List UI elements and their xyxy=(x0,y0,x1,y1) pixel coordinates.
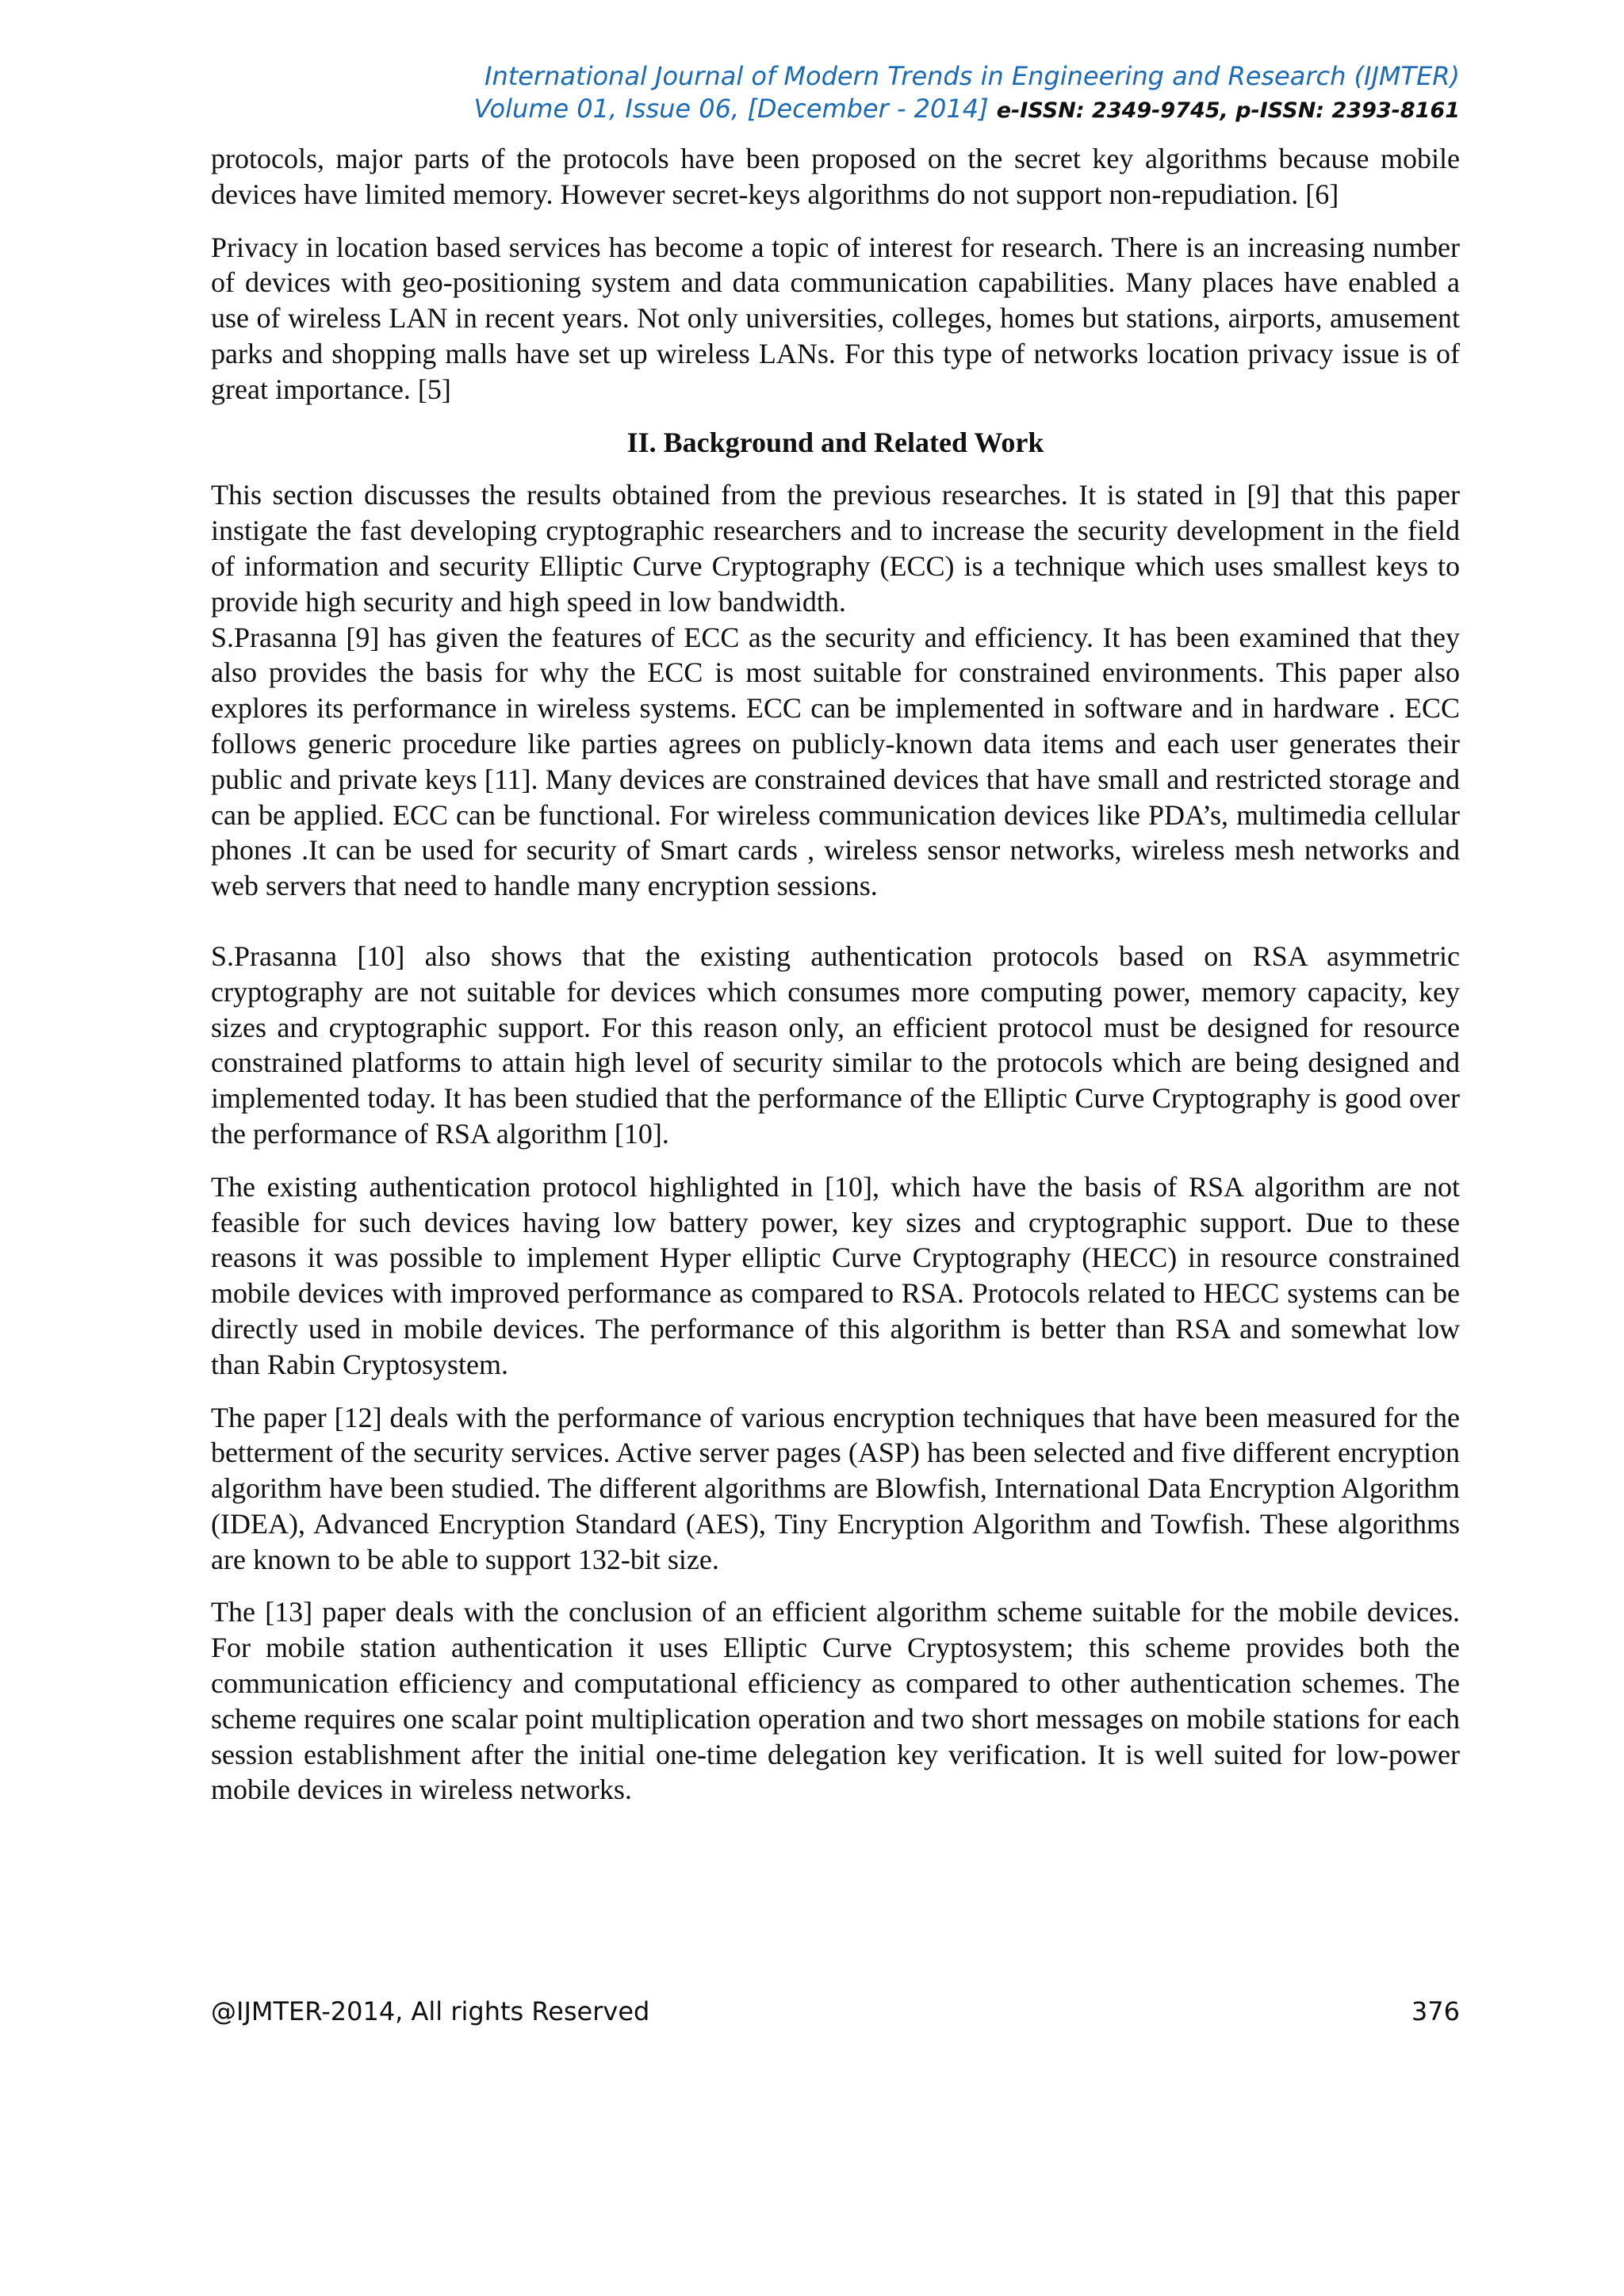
paragraph-encryption-techniques: The paper [12] deals with the performance of various encryption techniques that have been measured for the betterment of the security services. Active server pages (ASP) has been selected and five different encryption algorithm have been studied. The different algorithms are Blowfish, International Data Encryption Algorithm (IDEA), Advanced Encryption Standard (AES), Tiny Encryption Algorithm and Towfish. These algorithms are known to be able to support 132-bit size. xyxy=(211,1401,1460,1575)
paragraph-continuation: protocols, major parts of the protocols have been proposed on the secret key algorithms because mobile devices have limited memory. However secret-keys algorithms do not support non-repudiation. [6] xyxy=(211,143,1460,210)
journal-title: International Journal of Modern Trends in Engineering and Research (IJMTER) xyxy=(485,61,1460,91)
paragraph-location-privacy: Privacy in location based services has become a topic of interest for research. There is an increasing number of devices with geo-positioning system and data communication capabilities. Many places have enabled a use of wireless LAN in recent years. Not only universities, colleges, homes but stations, airports, amusement parks and shopping malls have set up wireless LANs. For this type of networks location privacy issue is of great importance. [5] xyxy=(211,231,1460,405)
issn-info: e-ISSN: 2349-9745, p-ISSN: 2393-8161 xyxy=(996,98,1460,123)
paragraph-prasanna-10: S.Prasanna [10] also shows that the existing authentication protocols based on RSA asymmetric cryptography are not suitable for devices which consumes more computing power, memory capacity, key sizes and cryptographic support. For this reason only, an efficient protocol must be designed for resource constrained platforms to attain high level of security similar to the protocols which are being designed and implemented today. It has been studied that the performance of the Elliptic Curve Cryptography is good over the performance of RSA algorithm [10]. xyxy=(211,939,1460,1150)
copyright-notice: @IJMTER-2014, All rights Reserved xyxy=(211,1996,650,2026)
running-header xyxy=(474,60,1461,124)
page-footer xyxy=(211,1996,1460,2026)
paragraph-section-intro: This section discusses the results obtained from the previous researches. It is stated in [9] that this paper instigate the fast developing cryptographic researchers and to increase the security development in the field of information and security Elliptic Curve Cryptography (ECC) is a technique which uses smallest keys to provide high security and high speed in low bandwidth. xyxy=(211,479,1460,618)
page-body xyxy=(211,141,1460,1808)
section-heading: II. Background and Related Work xyxy=(626,426,1044,458)
page-number: 376 xyxy=(1411,1996,1460,2026)
paragraph-mobile-authentication: The [13] paper deals with the conclusion of an efficient algorithm scheme suitable for the mobile devices. For mobile station authentication it uses Elliptic Curve Cryptosystem; this scheme provides both the communication efficiency and computational efficiency as compared to other authentication schemes. The scheme requires one scalar point multiplication operation and two short messages on mobile stations for each session establishment after the initial one-time delegation key verification. It is well suited for low-power mobile devices in wireless networks. xyxy=(211,1596,1460,1806)
paragraph-prasanna-9: S.Prasanna [9] has given the features of ECC as the security and efficiency. It has been examined that they also provides the basis for why the ECC is most suitable for constrained environments. This paper also explores its performance in wireless systems. ECC can be implemented in software and in hardware . ECC follows generic procedure like parties agrees on publicly-known data items and each user generates their public and private keys [11]. Many devices are constrained devices that have small and restricted storage and can be applied. ECC can be functional. For wireless communication devices like PDA’s, multimedia cellular phones .It can be used for security of Smart cards , wireless sensor networks, wireless mesh networks and web servers that need to handle many encryption sessions. xyxy=(211,621,1460,902)
paragraph-hecc: The existing authentication protocol highlighted in [10], which have the basis of RSA algorithm are not feasible for such devices having low battery power, key sizes and cryptographic support. Due to these reasons it was possible to implement Hyper elliptic Curve Cryptography (HECC) in resource constrained mobile devices with improved performance as compared to RSA. Protocols related to HECC systems can be directly used in mobile devices. The performance of this algorithm is better than RSA and somewhat low than Rabin Cryptosystem. xyxy=(211,1170,1460,1380)
volume-info: Volume 01, Issue 06, [December - 2014] xyxy=(473,93,989,124)
